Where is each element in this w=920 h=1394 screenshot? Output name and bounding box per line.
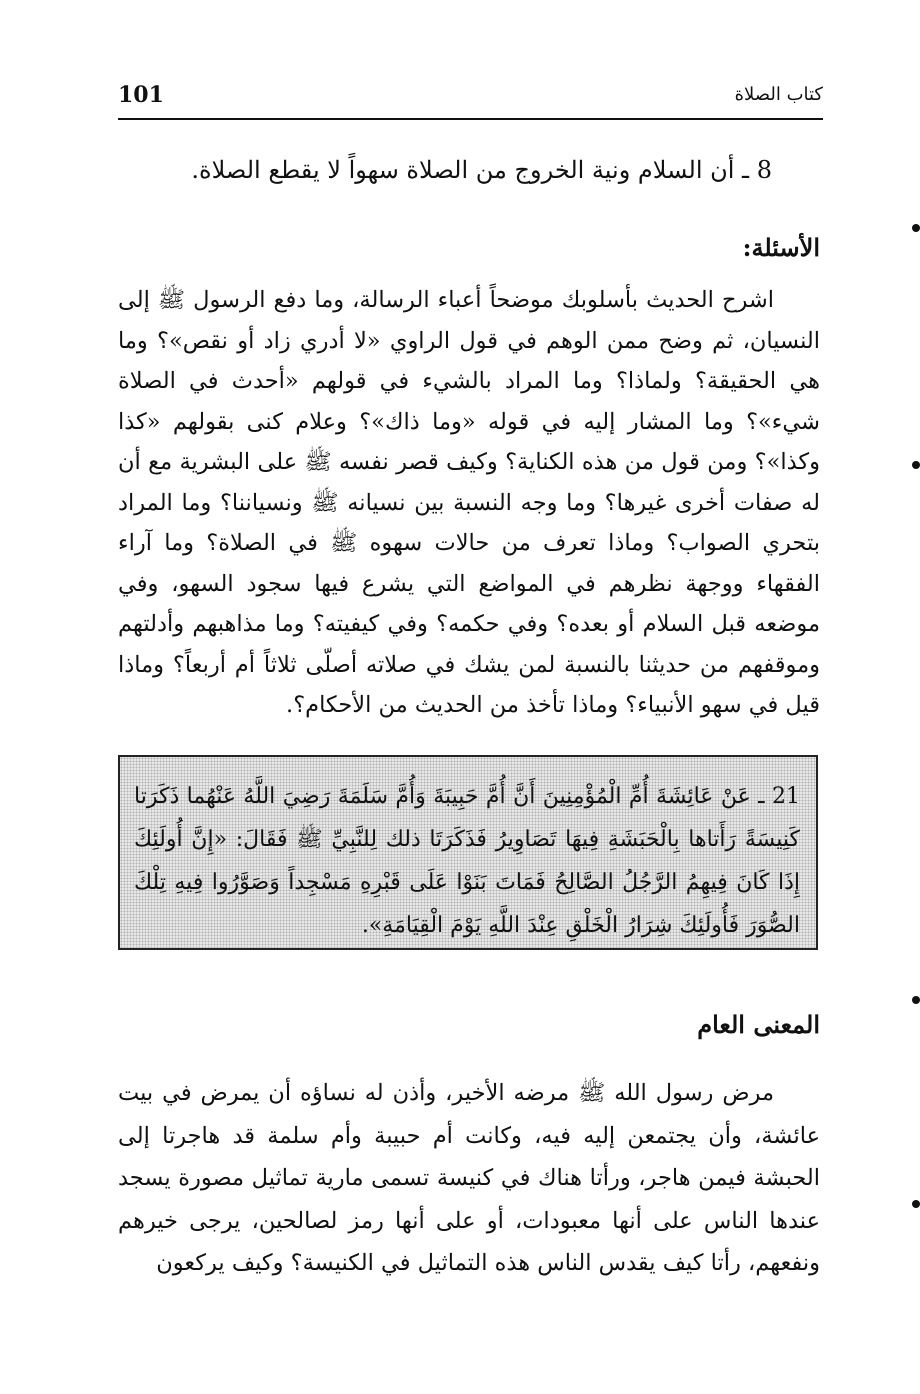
questions-heading: الأسئلة: — [742, 233, 820, 262]
questions-paragraph: اشرح الحديث بأسلوبك موضحاً أعباء الرسالة، وما دفع الرسول ﷺ إلى النسيان، ثم وضح ممن الوهم في قول الراوي «لا أدري زاد أو نقص»؟ وما هي الحقيقة؟ ولماذا؟ وما المراد بالشيء في قولهم «أحدث في الصلاة شيء»؟ وما المشار إليه في قوله «وما ذاك»؟ وعلام كنى بقولهم «كذا وكذا»؟ ومن قول من هذه الكناية؟ وكيف قصر نفسه ﷺ على البشرية مع أن له صفات أخرى غيرها؟ وما وجه النسبة بين نسيانه ﷺ ونسياننا؟ وما المراد بتحري الصواب؟ وماذا تعرف من حالات سهوه ﷺ في الصلاة؟ وما آراء الفقهاء ووجهة نظرهم في المواضع التي يشرع فيها سجود السهو، وفي موضعه قبل السلام أو بعده؟ وفي حكمه؟ وفي كيفيته؟ وما مذاهبهم وأدلتهم وموقفهم من حديثنا بالنسبة لمن يشك في صلاته أصلّى ثلاثاً أم أربعاً؟ وماذا قيل في سهو الأنبياء؟ وماذا تأخذ من الحديث من الأحكام؟. — [118, 287, 820, 718]
margin-dot — [912, 461, 920, 469]
book-title: كتاب الصلاة — [734, 84, 823, 105]
hadith-text: 21 ـ عَنْ عَائِشَةَ أُمِّ الْمُؤْمِنِينَ أَنَّ أُمَّ حَبِيبَةَ وَأُمَّ سَلَمَةَ رَضِيَ اللَّهُ عَنْهُما ذَكَرَتا كَنِيسَةً رَأَتاها بِالْحَبَشَةِ فِيهَا تَصَاوِيرُ فَذَكَرَتَا ذلك لِلنَّبِيِّ ﷺ فَقَالَ: «إِنَّ أُولَئِكَ إِذَا كَانَ فِيهِمُ الرَّجُلُ الصَّالِحُ فَمَاتَ بَنَوْا عَلَى قَبْرِهِ مَسْجِداً وَصَوَّرُوا فِيهِ تِلْكَ الصُّوَرَ فَأُولَئِكَ شِرَارُ الْخَلْقِ عِنْدَ اللَّهِ يَوْمَ الْقِيَامَةِ». — [134, 784, 800, 938]
general-meaning-paragraph: مرض رسول الله ﷺ مرضه الأخير، وأذن له نساؤه أن يمرض في بيت عائشة، وأن يجتمعن إليه فيه، وكانت أم حبيبة وأم سلمة قد هاجرتا إلى الحبشة فيمن هاجر، ورأتا هناك في كنيسة تسمى مارية تماثيل مصورة يسجد عندها الناس على أنها معبودات، أو على أنها رمز لصالحين، يرجى خيرهم ونفعهم، رأتا كيف يقدس الناس هذه التماثيل في الكنيسة؟ وكيف يركعون — [118, 1080, 820, 1276]
hadith-box — [118, 755, 818, 950]
page-number: 101 — [118, 82, 164, 108]
margin-dot — [912, 1200, 920, 1208]
margin-dot — [912, 996, 920, 1004]
point-8-line: 8 ـ أن السلام ونية الخروج من الصلاة سهواً لا يقطع الصلاة. — [191, 156, 772, 184]
page-header — [118, 78, 823, 120]
general-meaning-heading: المعنى العام — [697, 1010, 820, 1039]
margin-dot — [912, 224, 920, 232]
